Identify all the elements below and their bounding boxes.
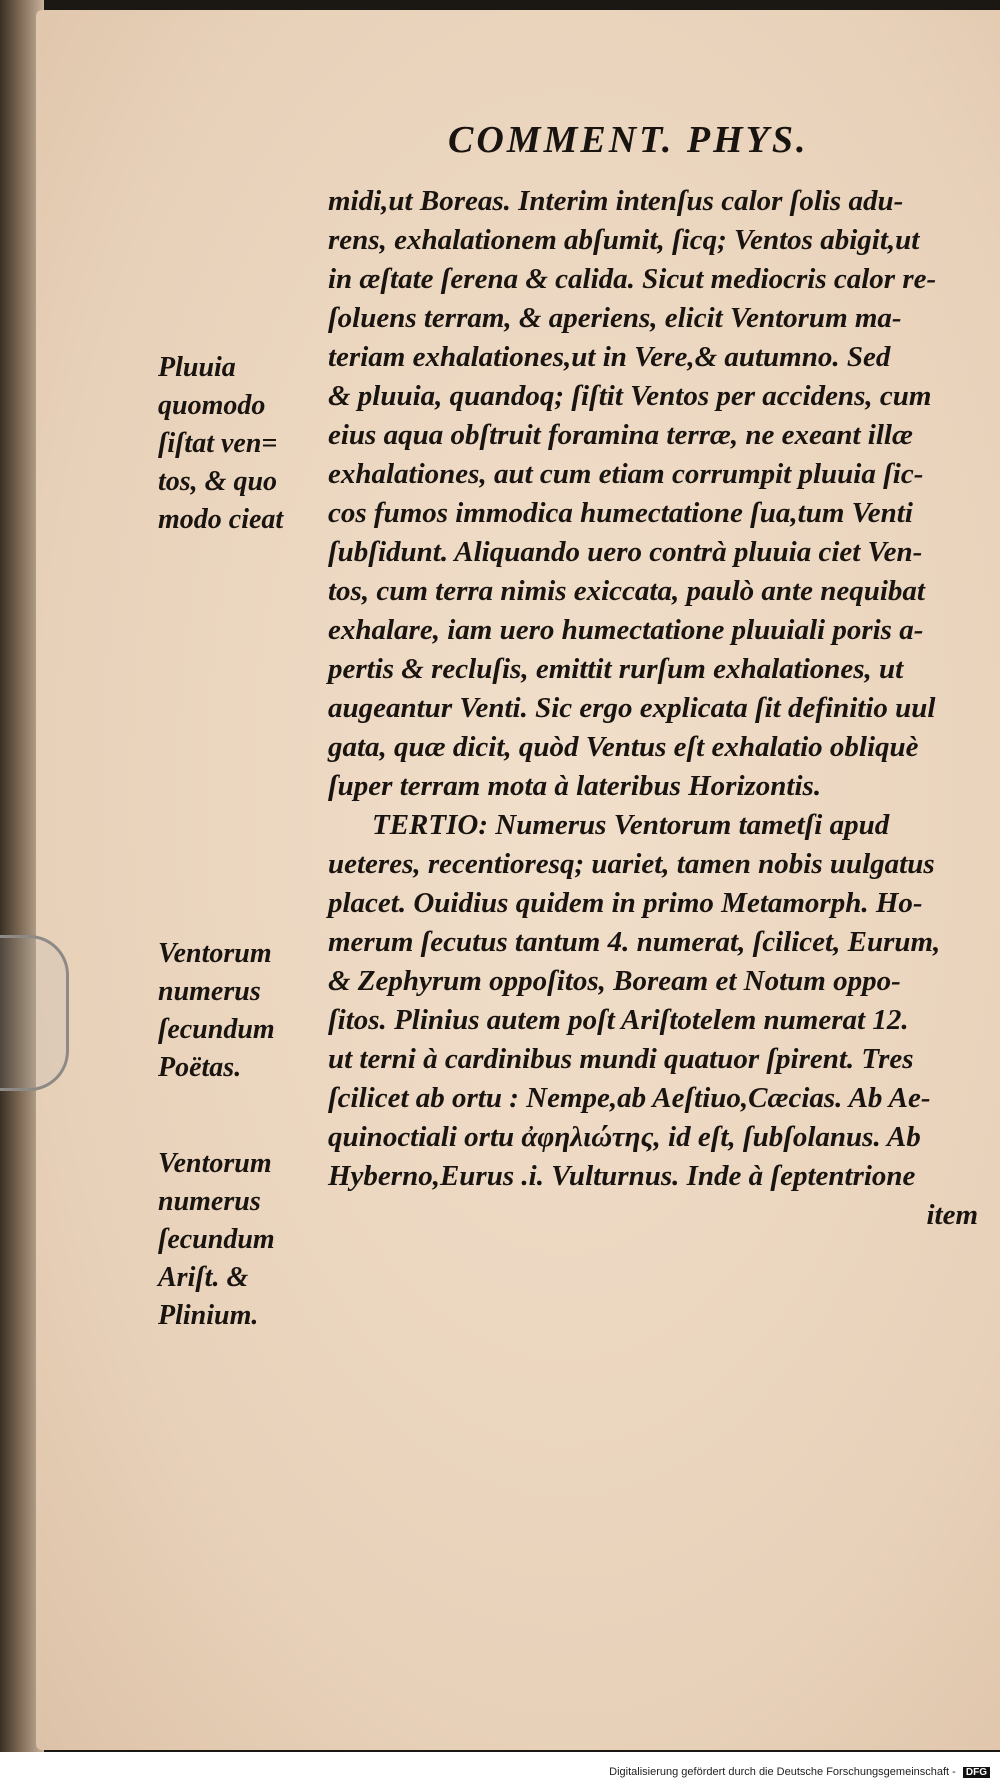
page-clip: [0, 935, 69, 1091]
margin-note-line: numerus: [158, 1186, 261, 1217]
body-line: merum ſecutus tantum 4. numerat, ſcilicet, Eurum,: [328, 926, 941, 958]
body-line: ueteres, recentioresq; uariet, tamen nobis uulgatus: [328, 848, 935, 880]
margin-note-line: modo cieat: [158, 504, 284, 535]
body-line: quinoctiali ortu ἀφηλιώτης, id eſt, ſubſolanus. Ab: [328, 1121, 921, 1153]
catchword: item: [926, 1199, 978, 1231]
dfg-logo: DFG: [963, 1767, 990, 1778]
margin-note-line: Ariſt. &: [158, 1262, 249, 1293]
body-line: placet. Ouidius quidem in primo Metamorph. Ho-: [328, 887, 923, 919]
margin-note-line: Poëtas.: [158, 1052, 242, 1083]
margin-note-line: tos, & quo: [158, 466, 278, 497]
margin-note-line: Pluuia: [158, 352, 236, 383]
margin-note-line: ſecundum: [158, 1014, 275, 1045]
body-line: Hyberno,Eurus .i. Vulturnus. Inde à ſeptentrione: [328, 1160, 916, 1192]
margin-note-line: Plinium.: [158, 1300, 259, 1331]
digitization-credit: [609, 1766, 990, 1778]
margin-note-line: Ventorum: [158, 938, 272, 969]
body-line: gata, quæ dicit, quòd Ventus eſt exhalatio obliquè: [328, 731, 919, 763]
body-line: rens, exhalationem abſumit, ſicq; Ventos abigit,ut: [328, 224, 920, 256]
body-line: pertis & recluſis, emittit rurſum exhalationes, ut: [328, 653, 904, 685]
body-line: in æſtate ſerena & calida. Sicut mediocris calor re-: [328, 263, 937, 295]
margin-note-line: numerus: [158, 976, 261, 1007]
margin-note-line: ſecundum: [158, 1224, 275, 1255]
body-line: tos, cum terra nimis exiccata, paulò ante nequibat: [328, 575, 925, 607]
margin-note-pluuia: [158, 349, 318, 539]
body-line: ſitos. Plinius autem poſt Ariſtotelem numerat 12.: [328, 1004, 909, 1036]
margin-note-line: ſiſtat ven=: [158, 428, 278, 459]
margin-note-aristotle-pliny: [158, 1145, 318, 1335]
margin-note-line: quomodo: [158, 390, 266, 421]
body-line: & pluuia, quandoq; ſiſtit Ventos per accidens, cum: [328, 380, 932, 412]
body-line: ſcilicet ab ortu : Nempe,ab Aeſtiuo,Cæcias. Ab Ae-: [328, 1082, 931, 1114]
body-line: ſubſidunt. Aliquando uero contrà pluuia ciet Ven-: [328, 536, 923, 568]
body-line: & Zephyrum oppoſitos, Boream et Notum oppo-: [328, 965, 901, 997]
body-line: ut terni à cardinibus mundi quatuor ſpirent. Tres: [328, 1043, 914, 1075]
body-line: midi,ut Boreas. Interim intenſus calor ſolis adu-: [328, 185, 904, 217]
body-line: cos fumos immodica humectatione ſua,tum Venti: [328, 497, 913, 529]
body-line: teriam exhalationes,ut in Vere,& autumno. Sed: [328, 341, 891, 373]
body-line: exhalare, iam uero humectatione pluuiali poris a-: [328, 614, 924, 646]
margin-note-poetas: [158, 935, 318, 1087]
body-line: eius aqua obſtruit foramina terræ, ne exeant illæ: [328, 419, 913, 451]
body-line: ſoluens terram, & aperiens, elicit Ventorum ma-: [328, 302, 902, 334]
body-line: exhalationes, aut cum etiam corrumpit pluuia ſic-: [328, 458, 924, 490]
body-line: augeantur Venti. Sic ergo explicata ſit definitio uul: [328, 692, 936, 724]
running-head: COMMENT. PHYS.: [448, 119, 809, 161]
margin-note-line: Ventorum: [158, 1148, 272, 1179]
body-line-section-start: TERTIO: Numerus Ventorum tametſi apud: [372, 809, 890, 841]
digitization-credit-text: Digitalisierung gefördert durch die Deutsche Forschungsgemeinschaft -: [609, 1766, 956, 1778]
body-line: ſuper terram mota à lateribus Horizontis.: [328, 770, 822, 802]
body-text: [328, 182, 988, 1235]
